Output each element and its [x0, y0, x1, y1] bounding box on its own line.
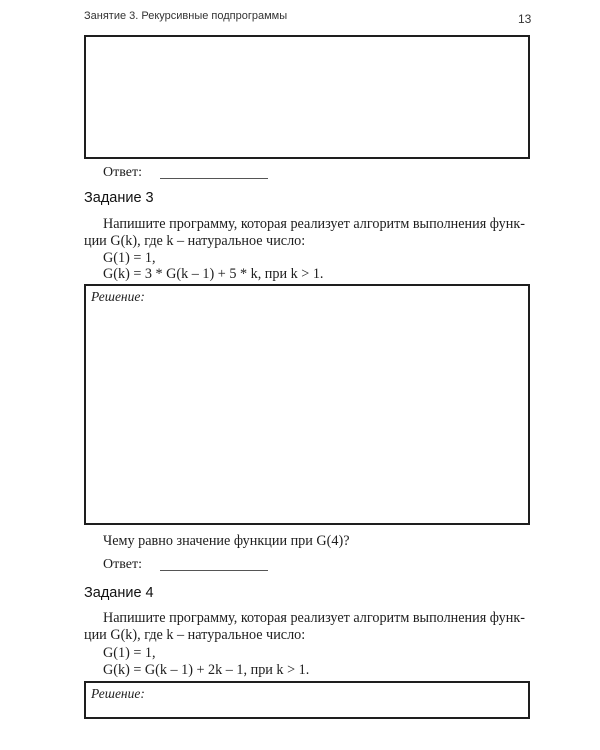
task-3-solution-label: Решение:: [91, 289, 145, 304]
previous-solution-box[interactable]: [84, 35, 530, 159]
task-3-title: Задание 3: [84, 190, 154, 206]
task-4-solution-box[interactable]: [84, 681, 530, 719]
task-4-solution-label: Решение:: [91, 686, 145, 701]
task-3-text-line-1: Напишите программу, которая реализует алгоритм выполнения функ-: [103, 216, 525, 232]
running-header: Занятие 3. Рекурсивные подпрограммы: [84, 10, 288, 22]
task-3-text-line-2: ции G(k), где k – натуральное число:: [84, 233, 306, 249]
task-4-text-line-2: ции G(k), где k – натуральное число:: [84, 627, 306, 643]
task-4-formula-base: G(1) = 1,: [103, 645, 156, 661]
task-4-formula-recursive: G(k) = G(k – 1) + 2k – 1, при k > 1.: [103, 662, 310, 678]
task-3-answer-label: Ответ:: [103, 557, 142, 572]
task-3-answer-line[interactable]: [160, 570, 268, 571]
task-3-formula-recursive: G(k) = 3 * G(k – 1) + 5 * k, при k > 1.: [103, 266, 324, 282]
task-4-title: Задание 4: [84, 585, 154, 601]
previous-answer-line[interactable]: [160, 178, 268, 179]
page-number: 13: [518, 12, 532, 26]
previous-answer-label: Ответ:: [103, 165, 142, 180]
task-3-question: Чему равно значение функции при G(4)?: [103, 533, 350, 549]
task-3-solution-box[interactable]: [84, 284, 530, 525]
task-4-text-line-1: Напишите программу, которая реализует алгоритм выполнения функ-: [103, 610, 525, 626]
task-3-formula-base: G(1) = 1,: [103, 250, 156, 266]
